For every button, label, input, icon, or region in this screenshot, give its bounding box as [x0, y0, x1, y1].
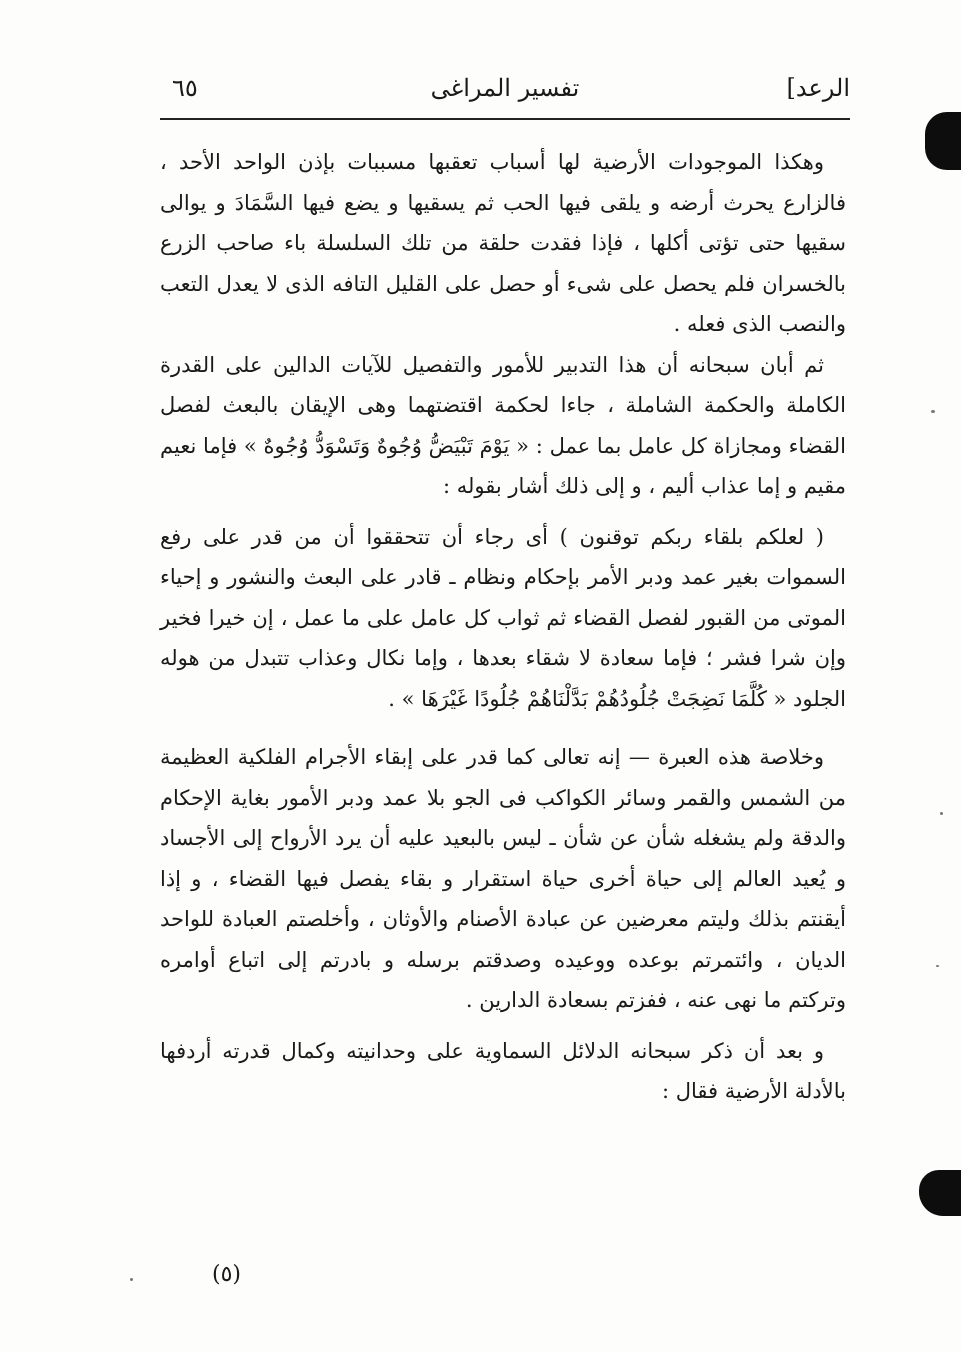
scan-speck [130, 1278, 133, 1281]
signature-mark: (٥) [212, 1262, 242, 1287]
running-header [160, 64, 850, 112]
scan-artifact-bottom [919, 1170, 961, 1216]
scan-speck [940, 812, 943, 815]
header-page-number: ٦٥ [172, 74, 198, 102]
header-section-name: الرعد] [786, 74, 850, 102]
scan-speck [931, 410, 935, 413]
paragraph-3: ( لعلكم بلقاء ربكم توقنون ) أى رجاء أن تتحققوا أن من قدر على رفع السموات بغير عمد ودبر الأمر بإحكام ونظام ـ قادر على البعث والنشور و إحياء الموتى من القبور لفصل القضاء ثم ثواب كل عامل على ما عمل ، إن خيرا فخير وإن شرا فشر ؛ فإما سعادة لا شقاء بعدها ، وإما نكال وعذاب تتبدل من هوله الجلود « كُلَّمَا نَضِجَتْ جُلُودُهُمْ بَدَّلْنَاهُمْ جُلُودًا غَيْرَهَا » . [160, 524, 846, 711]
scan-speck [936, 965, 939, 967]
header-rule [160, 118, 850, 120]
paragraph-gap [160, 1021, 846, 1031]
paragraph-gap [160, 719, 846, 737]
paragraph-4: وخلاصة هذه العبرة — إنه تعالى كما قدر على إبقاء الأجرام الفلكية العظيمة من الشمس والقمر وسائر الكواكب فى الجو بلا عمد ودبر الأمور بغاية الإحكام والدقة ولم يشغله شأن عن شأن ـ ليس بالبعيد عليه أن يرد الأرواح إلى الأجساد و يُعيد العالم إلى حياة أخرى حياة استقرار و بقاء يفصل فيها القضاء ، و إذا أيقنتم بذلك وليتم معرضين عن عبادة الأصنام والأوثان ، وأخلصتم العبادة للواحد الديان ، وائتمرتم بوعده ووعيده وصدقتم برسله و بادرتم إلى اتباع أوامره وتركتم ما نهى عنه ، ففزتم بسعادة الدارين . [160, 745, 846, 1012]
header-book-title: تفسير المراغى [430, 74, 580, 102]
paragraph-2: ثم أبان سبحانه أن هذا التدبير للأمور والتفصيل للآيات الدالين على القدرة الكاملة والحكمة الشاملة ، جاءا لحكمة اقتضتهما وهى الإيقان بالبعث لفصل القضاء ومجازاة كل عامل بما عمل : « يَوْمَ تَبْيَضُّ وُجُوهٌ وَتَسْوَدُّ وُجُوهٌ » فإما نعيم مقيم و إما عذاب أليم ، و إلى ذلك أشار بقوله : [160, 352, 846, 498]
paragraph-5: و بعد أن ذكر سبحانه الدلائل السماوية على وحدانيته وكمال قدرته أردفها بالأدلة الأرضية فقال : [160, 1038, 846, 1103]
paragraph-gap [160, 507, 846, 517]
paragraph-1: وهكذا الموجودات الأرضية لها أسباب تعقبها مسببات بإذن الواحد الأحد ، فالزارع يحرث أرضه و يلقى فيها الحب ثم يسقيها و يضع فيها السَّمَادَ و يوالى سقيها حتى تؤتى أكلها ، فإذا فقدت حلقة من تلك السلسلة باء صاحب الزرع بالخسران فلم يحصل على شىء أو حصل على القليل التافه الذى لا يعدل التعب والنصب الذى فعله . [160, 150, 846, 336]
body-text [160, 142, 846, 1112]
scan-artifact-top [925, 112, 961, 170]
